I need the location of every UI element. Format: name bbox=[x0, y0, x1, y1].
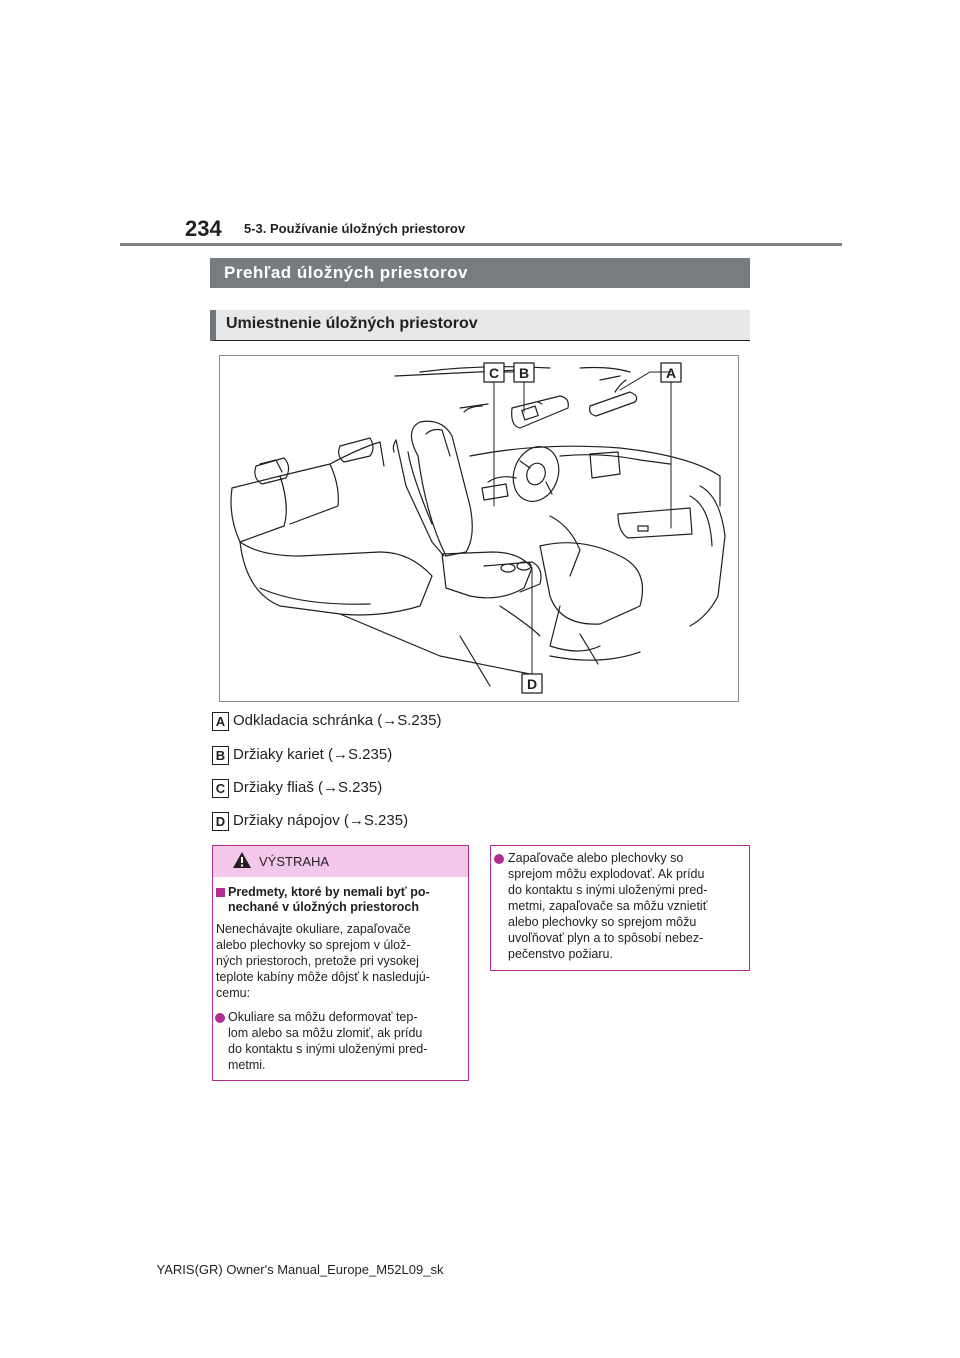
warning-body-line: alebo plechovky so sprejom v úlož- bbox=[216, 938, 411, 952]
warning-bullet-line: sprejom môžu explodovať. Ak prídu bbox=[508, 867, 705, 881]
warning-bullet-line: pečenstvo požiaru. bbox=[508, 947, 613, 961]
warning-body-line: Nenechávajte okuliare, zapaľovače bbox=[216, 922, 411, 936]
warning-body-line: teplote kabíny môže dôjsť k nasledujú- bbox=[216, 970, 430, 984]
car-interior-drawing bbox=[220, 356, 738, 701]
section-heading bbox=[210, 258, 750, 288]
warning-triangle-icon bbox=[232, 851, 252, 869]
round-bullet-icon bbox=[215, 1013, 225, 1023]
warning-bullet-line: Okuliare sa môžu deformovať tep- bbox=[228, 1010, 418, 1024]
warning-heading-line: Predmety, ktoré by nemali byť po- bbox=[228, 885, 430, 899]
legend-item-d bbox=[212, 810, 632, 834]
legend-letter: B bbox=[212, 746, 229, 765]
warning-box bbox=[212, 845, 469, 1081]
legend-text: Odkladacia schránka (→S.235) bbox=[233, 712, 442, 729]
header-rule bbox=[120, 243, 842, 246]
warning-header bbox=[213, 846, 468, 877]
legend-letter: C bbox=[212, 779, 229, 798]
legend-item-c bbox=[212, 777, 632, 801]
section-title: Prehľad úložných priestorov bbox=[224, 263, 468, 282]
callout-a: A bbox=[665, 365, 677, 381]
round-bullet-icon bbox=[494, 854, 504, 864]
legend-text: Držiaky kariet (→S.235) bbox=[233, 746, 393, 763]
warning-title: VÝSTRAHA bbox=[259, 854, 330, 869]
legend-text: Držiaky nápojov (→S.235) bbox=[233, 812, 409, 829]
warning-heading-line: nechané v úložných priestoroch bbox=[228, 900, 420, 914]
legend-item-b bbox=[212, 744, 632, 768]
subsection-title: Umiestnenie úložných priestorov bbox=[226, 315, 478, 332]
callout-b: B bbox=[518, 365, 530, 381]
warning-bullet-line: alebo plechovky so sprejom môžu bbox=[508, 915, 697, 929]
warning-bullet-line: do kontaktu s inými uloženými pred- bbox=[228, 1042, 428, 1056]
subsection-heading bbox=[210, 310, 750, 341]
warning-bullet-line: uvoľňovať plyn a to spôsobí nebez- bbox=[508, 931, 704, 945]
warning-bullet-line: lom alebo sa môžu zlomiť, ak prídu bbox=[228, 1026, 423, 1040]
legend-text: Držiaky fliaš (→S.235) bbox=[233, 779, 383, 796]
warning-bullet-line: metmi. bbox=[228, 1058, 266, 1072]
warning-box-continued bbox=[490, 845, 750, 971]
warning-bullet-line: Zapaľovače alebo plechovky so bbox=[508, 851, 684, 865]
warning-body-line: ných priestoroch, pretože pri vysokej bbox=[216, 954, 419, 968]
legend-letter: A bbox=[212, 712, 229, 731]
callout-c: C bbox=[488, 365, 500, 381]
page-number: 234 bbox=[185, 216, 222, 241]
legend-letter: D bbox=[212, 812, 229, 831]
legend-item-a bbox=[212, 710, 632, 734]
warning-body-line: cemu: bbox=[216, 986, 251, 1000]
chapter-title: 5-3. Používanie úložných priestorov bbox=[244, 221, 466, 236]
warning-bullet-line: do kontaktu s inými uloženými pred- bbox=[508, 883, 708, 897]
square-bullet-icon bbox=[216, 888, 225, 897]
car-interior-illustration bbox=[219, 355, 739, 702]
document-footer: YARIS(GR) Owner's Manual_Europe_M52L09_sk bbox=[156, 1262, 444, 1277]
warning-bullet-line: metmi, zapaľovače sa môžu vznietiť bbox=[508, 899, 708, 913]
callout-d: D bbox=[526, 676, 538, 692]
